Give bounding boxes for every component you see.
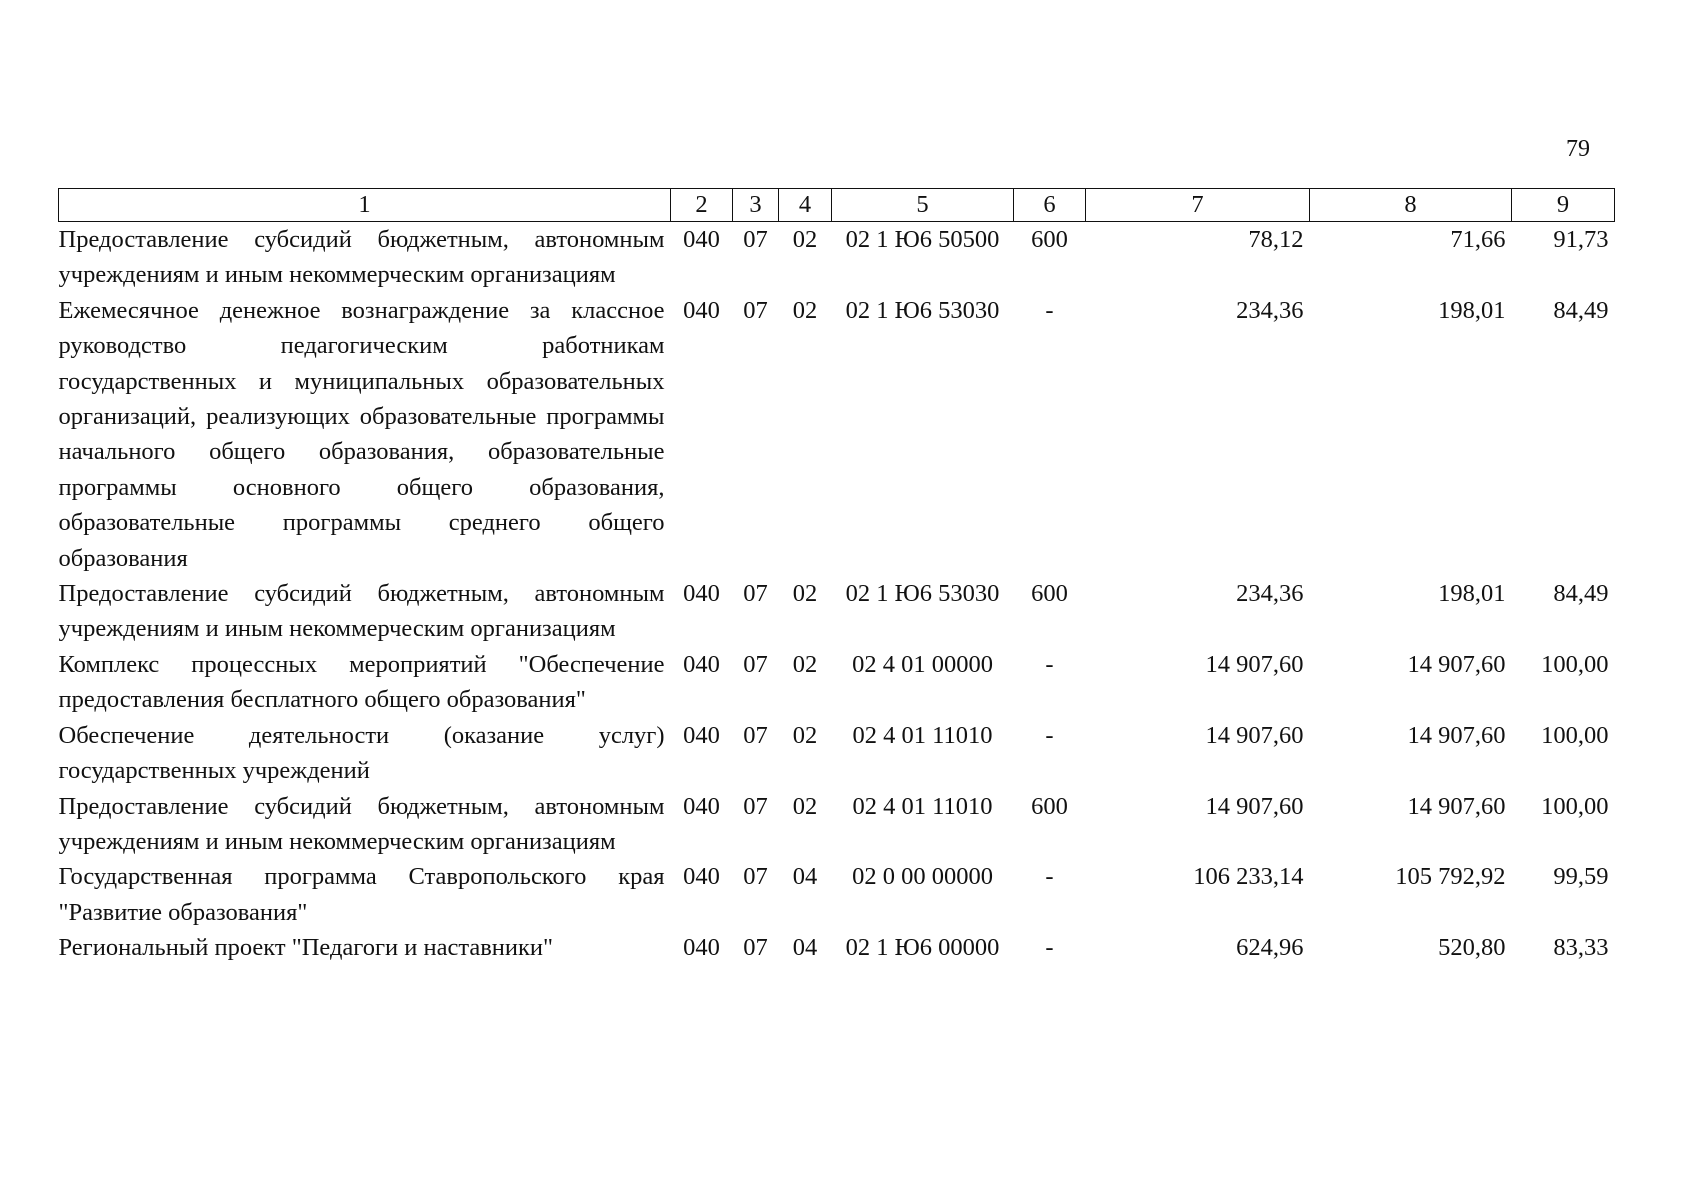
row-code-subsection: 04 bbox=[792, 934, 818, 962]
row-code-subsection: 02 bbox=[792, 580, 818, 608]
row-name: Комплекс процессных мероприятий "Обеспечение предоставления бесплатного общего образования" bbox=[58, 650, 665, 714]
row-code-expense-type: 600 bbox=[1031, 792, 1068, 820]
row-value-col9: 100,00 bbox=[1541, 650, 1609, 678]
page-number: 79 bbox=[1566, 136, 1590, 162]
row-code-target: 02 1 Ю6 53030 bbox=[845, 580, 1000, 608]
row-code-ministry: 040 bbox=[683, 580, 720, 608]
row-code-ministry: 040 bbox=[683, 792, 720, 820]
header-col-6: 6 bbox=[1014, 189, 1086, 222]
row-code-expense-type: 600 bbox=[1031, 226, 1068, 253]
table-row bbox=[59, 222, 1615, 293]
header-col-2: 2 bbox=[671, 189, 733, 222]
row-code-expense-type: 600 bbox=[1031, 580, 1068, 608]
budget-table bbox=[58, 188, 1615, 966]
table-row bbox=[59, 576, 1615, 647]
row-code-subsection: 02 bbox=[792, 792, 818, 820]
row-name: Предоставление субсидий бюджетным, автономным учреждениям и иным некоммерческим организациям bbox=[58, 226, 665, 289]
row-code-expense-type: - bbox=[1045, 296, 1054, 324]
header-col-9: 9 bbox=[1512, 189, 1615, 222]
row-value-col8: 14 907,60 bbox=[1407, 792, 1506, 820]
row-value-col7: 624,96 bbox=[1236, 934, 1304, 962]
header-col-7: 7 bbox=[1086, 189, 1310, 222]
row-code-subsection: 02 bbox=[792, 296, 818, 324]
row-value-col8: 71,66 bbox=[1450, 226, 1506, 253]
row-code-section: 07 bbox=[743, 934, 768, 962]
table-row bbox=[59, 930, 1615, 965]
header-col-8: 8 bbox=[1310, 189, 1512, 222]
row-name: Региональный проект "Педагоги и наставники" bbox=[58, 934, 554, 962]
row-value-col9: 100,00 bbox=[1541, 792, 1609, 820]
row-value-col7: 14 907,60 bbox=[1205, 721, 1304, 749]
table-body bbox=[59, 222, 1615, 966]
row-code-subsection: 02 bbox=[792, 721, 818, 749]
row-value-col9: 100,00 bbox=[1541, 721, 1609, 749]
header-col-3: 3 bbox=[733, 189, 779, 222]
row-code-section: 07 bbox=[743, 650, 768, 678]
row-value-col7: 234,36 bbox=[1236, 296, 1304, 324]
row-value-col8: 14 907,60 bbox=[1407, 650, 1506, 678]
row-value-col7: 14 907,60 bbox=[1205, 650, 1304, 678]
row-code-section: 07 bbox=[743, 296, 768, 324]
row-code-subsection: 02 bbox=[792, 650, 818, 678]
row-code-subsection: 04 bbox=[792, 863, 818, 891]
row-code-ministry: 040 bbox=[683, 934, 720, 962]
table-row bbox=[59, 718, 1615, 789]
row-value-col8: 105 792,92 bbox=[1395, 863, 1506, 891]
table-row bbox=[59, 647, 1615, 718]
row-code-target: 02 1 Ю6 53030 bbox=[845, 296, 1000, 324]
row-code-section: 07 bbox=[743, 721, 768, 749]
row-name: Обеспечение деятельности (оказание услуг) государственных учреждений bbox=[58, 721, 665, 785]
row-value-col8: 198,01 bbox=[1438, 296, 1506, 324]
row-value-col7: 78,12 bbox=[1248, 226, 1304, 253]
row-value-col9: 99,59 bbox=[1553, 863, 1609, 891]
row-code-target: 02 4 01 00000 bbox=[852, 650, 993, 678]
row-value-col9: 91,73 bbox=[1553, 226, 1609, 253]
row-code-section: 07 bbox=[743, 580, 768, 608]
row-code-expense-type: - bbox=[1045, 721, 1054, 749]
row-value-col8: 520,80 bbox=[1438, 934, 1506, 962]
row-name: Ежемесячное денежное вознаграждение за классное руководство педагогическим работникам государственных и муниципальных образовательных организаций, реализующих образовательные программы начального общего образования, образовательные программы основного общего образования, образовательные программы среднего общего образования bbox=[58, 296, 665, 572]
header-col-5: 5 bbox=[832, 189, 1014, 222]
row-code-ministry: 040 bbox=[683, 296, 720, 324]
row-code-ministry: 040 bbox=[683, 226, 720, 253]
row-code-section: 07 bbox=[743, 792, 768, 820]
row-code-expense-type: - bbox=[1045, 650, 1054, 678]
row-value-col8: 14 907,60 bbox=[1407, 721, 1506, 749]
row-code-expense-type: - bbox=[1045, 863, 1054, 891]
row-value-col7: 234,36 bbox=[1236, 580, 1304, 608]
row-name: Предоставление субсидий бюджетным, автономным учреждениям и иным некоммерческим организациям bbox=[58, 792, 665, 855]
row-code-ministry: 040 bbox=[683, 721, 720, 749]
row-value-col7: 14 907,60 bbox=[1205, 792, 1304, 820]
header-col-1: 1 bbox=[59, 189, 671, 222]
table-row bbox=[59, 859, 1615, 930]
header-row bbox=[59, 189, 1615, 222]
header-col-4: 4 bbox=[779, 189, 832, 222]
row-value-col9: 84,49 bbox=[1553, 296, 1609, 324]
row-code-target: 02 1 Ю6 00000 bbox=[845, 934, 1000, 962]
row-code-ministry: 040 bbox=[683, 863, 720, 891]
row-value-col9: 84,49 bbox=[1553, 580, 1609, 608]
row-code-target: 02 1 Ю6 50500 bbox=[845, 226, 1000, 253]
row-code-target: 02 0 00 00000 bbox=[852, 863, 993, 891]
row-code-expense-type: - bbox=[1045, 934, 1054, 962]
table-row bbox=[59, 293, 1615, 576]
row-name: Государственная программа Ставропольского края "Развитие образования" bbox=[58, 863, 665, 926]
row-value-col7: 106 233,14 bbox=[1193, 863, 1304, 891]
row-name: Предоставление субсидий бюджетным, автономным учреждениям и иным некоммерческим организациям bbox=[58, 580, 665, 643]
table-row bbox=[59, 789, 1615, 860]
row-value-col8: 198,01 bbox=[1438, 580, 1506, 608]
table-header bbox=[59, 189, 1615, 222]
row-code-target: 02 4 01 11010 bbox=[852, 721, 993, 749]
row-code-target: 02 4 01 11010 bbox=[852, 792, 993, 820]
row-code-section: 07 bbox=[743, 226, 768, 253]
row-code-subsection: 02 bbox=[792, 226, 818, 253]
row-value-col9: 83,33 bbox=[1553, 934, 1609, 962]
row-code-section: 07 bbox=[743, 863, 768, 891]
row-code-ministry: 040 bbox=[683, 650, 720, 678]
